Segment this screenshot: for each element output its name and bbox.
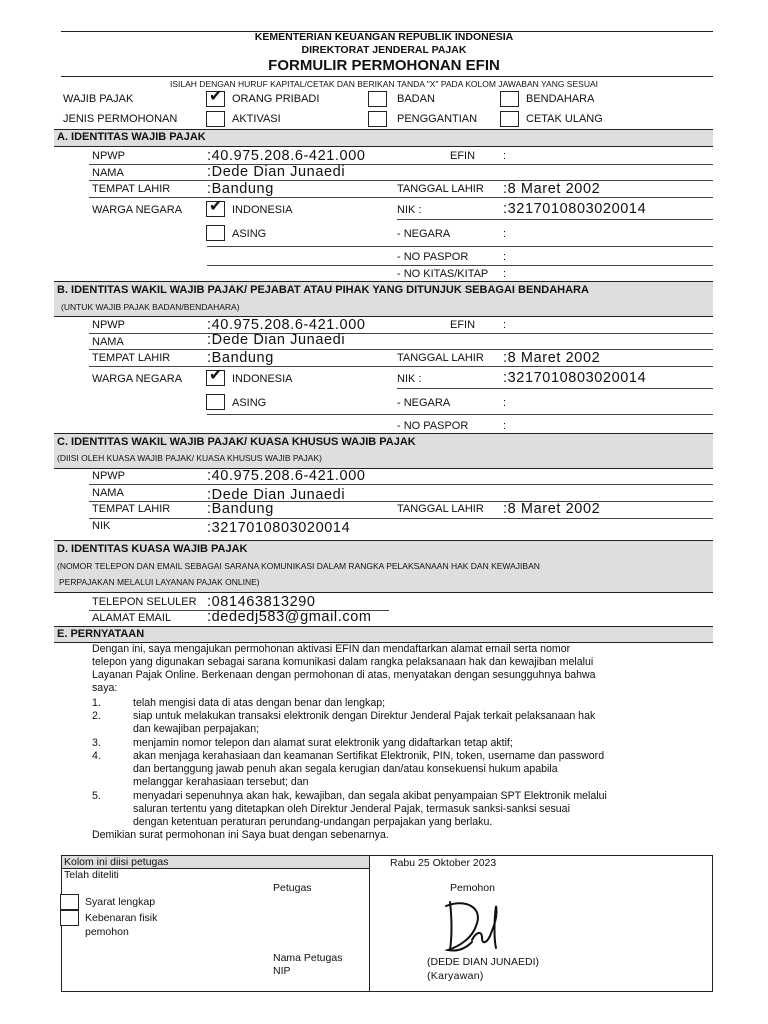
check-mark-icon: ✔ xyxy=(209,198,223,215)
a-tanggal-lahir-label: TANGGAL LAHIR xyxy=(397,183,484,195)
statement-intro-line: telepon yang digunakan sebagai sarana komunikasi dalam rangka pelaksanaan hak dan kewajiban melalui xyxy=(92,656,594,668)
b-negara-label: - NEGARA xyxy=(397,397,451,409)
form-instruction: ISILAH DENGAN HURUF KAPITAL/CETAK DAN BERIKAN TANDA "X" PADA KOLOM JAWABAN YANG SESUAI xyxy=(170,79,598,89)
telah-diteliti-label: Telah diteliti xyxy=(64,869,119,881)
taxpayer-type-label: WAJIB PAJAK xyxy=(63,93,134,105)
officer-column-header: Kolom ini diisi petugas xyxy=(64,856,169,868)
bendahara-checkbox[interactable] xyxy=(500,91,519,107)
a-indonesia-label: INDONESIA xyxy=(232,204,293,216)
a-paspor-value: : xyxy=(503,251,507,263)
nip-label: NIP xyxy=(273,965,291,977)
statement-intro-line: Dengan ini, saya mengajukan permohonan aktivasi EFIN dan mendaftarkan alamat email serta nomor xyxy=(92,643,571,655)
kebenaran-fisik-label: Kebenaran fisik xyxy=(85,912,158,924)
statement-item-text: akan menjaga kerahasiaan dan keamanan Sertifikat Elektronik, PIN, token, username dan password xyxy=(133,750,605,762)
c-npwp-value: :40.975.208.6-421.000 xyxy=(207,468,366,484)
a-nik-label: NIK : xyxy=(397,204,422,216)
c-npwp-label: NPWP xyxy=(92,470,125,482)
section-c-title: C. IDENTITAS WAKIL WAJIB PAJAK/ KUASA KHUSUS WAJIB PAJAK xyxy=(57,436,416,448)
cetak-ulang-checkbox[interactable] xyxy=(500,111,519,127)
c-tanggal-lahir-value: :8 Maret 2002 xyxy=(503,501,601,517)
statement-item-text: siap untuk melakukan transaksi elektronik dengan Direktur Jenderal Pajak terkait pelaksanaan hak xyxy=(133,710,596,722)
a-tempat-lahir-value: :Bandung xyxy=(207,181,274,197)
b-tanggal-lahir-value: :8 Maret 2002 xyxy=(503,350,601,366)
kebenaran-fisik-checkbox[interactable] xyxy=(60,910,79,926)
check-mark-icon: ✔ xyxy=(209,88,223,105)
d-telepon-value: :081463813290 xyxy=(207,594,316,610)
b-nama-label: NAMA xyxy=(92,336,124,348)
section-d-note-line2: PERPAJAKAN MELALUI LAYANAN PAJAK ONLINE) xyxy=(59,577,260,587)
c-tanggal-lahir-label: TANGGAL LAHIR xyxy=(397,503,484,515)
b-asing-label: ASING xyxy=(232,397,267,409)
b-tanggal-lahir-label: TANGGAL LAHIR xyxy=(397,352,484,364)
b-nik-label: NIK : xyxy=(397,373,422,385)
orang-pribadi-checkbox[interactable] xyxy=(206,88,225,107)
statement-item-number: 3. xyxy=(92,737,101,749)
b-negara-value: : xyxy=(503,397,507,409)
b-tempat-lahir-value: :Bandung xyxy=(207,350,274,366)
applicant-role: (Karyawan) xyxy=(427,970,484,982)
nama-petugas-label: Nama Petugas xyxy=(273,952,343,964)
statement-item-text: dengan ketentuan peraturan perundang-undangan perpajakan yang berlaku. xyxy=(133,816,493,828)
penggantian-checkbox[interactable] xyxy=(368,111,387,127)
section-e-header xyxy=(54,626,713,643)
statement-item-number: 5. xyxy=(92,790,101,802)
a-nama-label: NAMA xyxy=(92,167,124,179)
c-tempat-lahir-value: :Bandung xyxy=(207,501,274,517)
a-npwp-value: :40.975.208.6-421.000 xyxy=(207,148,366,164)
a-kitas-value: : xyxy=(503,268,507,280)
d-email-value: :dededj583@gmail.com xyxy=(207,609,372,625)
a-tempat-lahir-label: TEMPAT LAHIR xyxy=(92,183,171,195)
aktivasi-label: AKTIVASI xyxy=(232,113,281,125)
b-indonesia-label: INDONESIA xyxy=(232,373,293,385)
a-negara-label: - NEGARA xyxy=(397,228,451,240)
b-tempat-lahir-label: TEMPAT LAHIR xyxy=(92,352,171,364)
statement-item-text: menjamin nomor telepon dan alamat surat elektronik yang didaftarkan tetap aktif; xyxy=(133,737,513,749)
a-warga-negara-label: WARGA NEGARA xyxy=(92,204,183,216)
ministry-heading: KEMENTERIAN KEUANGAN REPUBLIK INDONESIA xyxy=(254,31,514,43)
a-paspor-label: - NO PASPOR xyxy=(397,251,469,263)
c-nama-value: :Dede Dian Junaedi xyxy=(207,487,346,503)
statement-item-number: 2. xyxy=(92,710,101,722)
c-tempat-lahir-label: TEMPAT LAHIR xyxy=(92,503,171,515)
statement-item-text: saluran tertentu yang ditetapkan oleh Direktur Jenderal Pajak, termasuk sanksi-sanksi sesuai xyxy=(133,803,570,815)
b-paspor-label: - NO PASPOR xyxy=(397,420,469,432)
document-date: Rabu 25 Oktober 2023 xyxy=(390,857,497,869)
a-nama-value: :Dede Dian Junaedi xyxy=(207,164,346,180)
directorate-heading: DIREKTORAT JENDERAL PAJAK xyxy=(301,44,467,56)
a-efin-label: EFIN xyxy=(450,150,476,162)
section-d-title: D. IDENTITAS KUASA WAJIB PAJAK xyxy=(57,543,248,555)
form-title: FORMULIR PERMOHONAN EFIN xyxy=(268,57,500,74)
b-efin-label: EFIN xyxy=(450,319,476,331)
request-type-label: JENIS PERMOHONAN xyxy=(63,113,178,125)
section-d-note-line1: (NOMOR TELEPON DAN EMAIL SEBAGAI SARANA KOMUNIKASI DALAM RANGKA PELAKSANAAN HAK DAN KEWAJIBAN xyxy=(57,561,540,571)
c-nama-label: NAMA xyxy=(92,487,124,499)
section-e-title: E. PERNYATAAN xyxy=(57,628,145,640)
a-tanggal-lahir-value: :8 Maret 2002 xyxy=(503,181,601,197)
statement-item-text: melanggar kerahasiaan tersebut; dan xyxy=(133,776,309,788)
a-indonesia-checkbox[interactable] xyxy=(206,198,225,217)
aktivasi-checkbox[interactable] xyxy=(206,111,225,127)
section-b-note: (UNTUK WAJIB PAJAK BADAN/BENDAHARA) xyxy=(61,302,240,312)
syarat-lengkap-checkbox[interactable] xyxy=(60,894,79,910)
c-nik-label: NIK xyxy=(92,520,111,532)
section-b-title: B. IDENTITAS WAKIL WAJIB PAJAK/ PEJABAT ATAU PIHAK YANG DITUNJUK SEBAGAI BENDAHARA xyxy=(57,284,589,296)
statement-intro-line: saya: xyxy=(92,682,118,694)
syarat-lengkap-label: Syarat lengkap xyxy=(85,896,156,908)
b-nama-value: :Dede Dian Junaedi xyxy=(207,332,346,348)
b-indonesia-checkbox[interactable] xyxy=(206,367,225,386)
d-telepon-label: TELEPON SELULER xyxy=(92,596,197,608)
a-asing-label: ASING xyxy=(232,228,267,240)
statement-item-number: 4. xyxy=(92,750,101,762)
b-efin-value: : xyxy=(503,319,507,331)
badan-label: BADAN xyxy=(397,93,435,105)
a-npwp-label: NPWP xyxy=(92,150,125,162)
section-c-note: (DIISI OLEH KUASA WAJIB PAJAK/ KUASA KHUSUS WAJIB PAJAK) xyxy=(57,453,322,463)
a-asing-checkbox[interactable] xyxy=(206,225,225,241)
a-nik-value: :3217010803020014 xyxy=(503,201,647,217)
section-a-title: A. IDENTITAS WAJIB PAJAK xyxy=(57,131,206,143)
statement-item-text: dan kewajiban perpajakan; xyxy=(133,723,260,735)
a-efin-value: : xyxy=(503,150,507,162)
a-negara-value: : xyxy=(503,228,507,240)
a-kitas-label: - NO KITAS/KITAP xyxy=(397,268,489,280)
b-nik-value: :3217010803020014 xyxy=(503,370,647,386)
petugas-label: Petugas xyxy=(273,882,312,894)
badan-checkbox[interactable] xyxy=(368,91,387,107)
cetak-ulang-label: CETAK ULANG xyxy=(526,113,603,125)
bendahara-label: BENDAHARA xyxy=(526,93,595,105)
statement-item-number: 1. xyxy=(92,697,101,709)
statement-item-text: dan bertanggung jawab penuh akan segala kerugian dan/atau konsekuensi hukum apabila xyxy=(133,763,558,775)
kebenaran-fisik-label-cont: pemohon xyxy=(85,926,129,938)
b-npwp-label: NPWP xyxy=(92,319,125,331)
b-warga-negara-label: WARGA NEGARA xyxy=(92,373,183,385)
statement-closing: Demikian surat permohonan ini Saya buat dengan sebenarnya. xyxy=(92,829,389,841)
applicant-signature xyxy=(436,896,536,960)
check-mark-icon: ✔ xyxy=(209,367,223,384)
orang-pribadi-label: ORANG PRIBADI xyxy=(232,93,320,105)
statement-item-text: menyadari sepenuhnya akan hak, kewajiban, dan segala akibat penyampaian SPT Elektronik melalui xyxy=(133,790,607,802)
penggantian-label: PENGGANTIAN xyxy=(397,113,478,125)
statement-item-text: telah mengisi data di atas dengan benar dan lengkap; xyxy=(133,697,386,709)
b-asing-checkbox[interactable] xyxy=(206,394,225,410)
applicant-name: (DEDE DIAN JUNAEDI) xyxy=(427,956,540,968)
c-nik-value: :3217010803020014 xyxy=(207,520,351,536)
b-npwp-value: :40.975.208.6-421.000 xyxy=(207,317,366,333)
pemohon-label: Pemohon xyxy=(450,882,495,894)
statement-intro-line: Layanan Pajak Online. Berkenaan dengan permohonan di atas, menyatakan dengan sesungguhnya bahwa xyxy=(92,669,596,681)
d-email-label: ALAMAT EMAIL xyxy=(92,612,172,624)
b-paspor-value: : xyxy=(503,420,507,432)
